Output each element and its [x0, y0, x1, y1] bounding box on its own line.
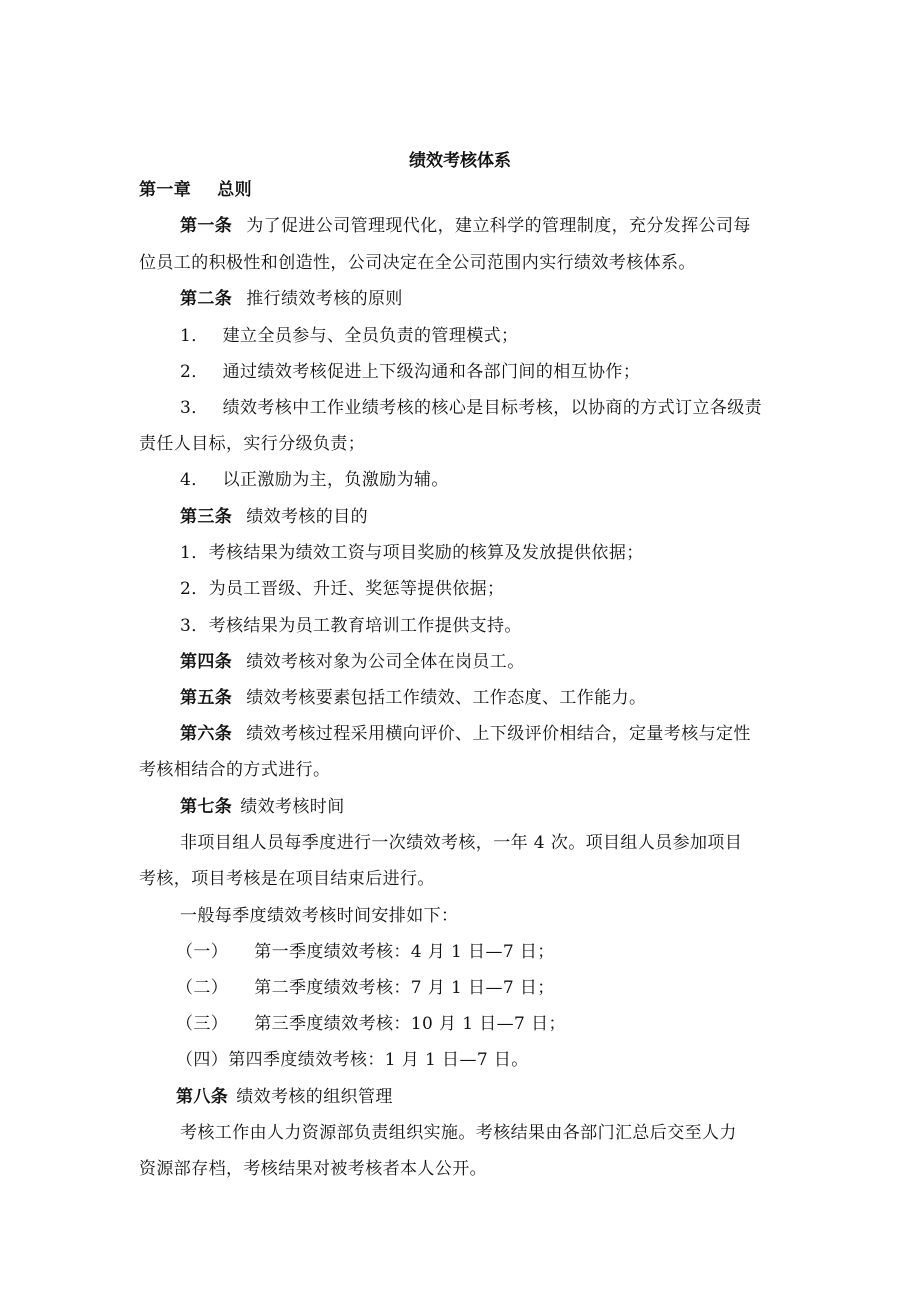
schedule-number: （二）: [176, 978, 229, 998]
article-1-cont: 位员工的积极性和创造性，公司决定在全公司范围内实行绩效考核体系。: [139, 253, 696, 273]
article-4: [180, 652, 525, 672]
article-text: 推行绩效考核的原则: [246, 289, 403, 309]
article-2: [180, 289, 403, 309]
schedule-text: 第一季度绩效考核：4 月 1 日—7 日；: [254, 942, 555, 962]
article-text: 绩效考核的目的: [246, 507, 369, 527]
list-item: 1．考核结果为绩效工资与项目奖励的核算及发放提供依据；: [180, 543, 644, 563]
list-number: 4．: [180, 470, 209, 490]
chapter-name: 总则: [217, 180, 253, 200]
article-label: 第二条: [180, 289, 233, 309]
schedule-text: 第二季度绩效考核：7 月 1 日—7 日；: [254, 978, 555, 998]
list-number: 1．: [180, 326, 209, 346]
list-text: 建立全员参与、全员负责的管理模式；: [222, 326, 519, 346]
list-item: [180, 470, 449, 490]
list-item: 3．考核结果为员工教育培训工作提供支持。: [180, 616, 522, 636]
paragraph: 非项目组人员每季度进行一次绩效考核，一年 4 次。项目组人员参加项目: [180, 833, 743, 853]
article-3: [180, 507, 368, 527]
schedule-number: （四）: [176, 1050, 229, 1070]
list-text: 通过绩效考核促进上下级沟通和各部门间的相互协作；: [222, 362, 641, 382]
schedule-item: [176, 1050, 529, 1070]
list-item: 2．为员工晋级、升迁、奖惩等提供依据；: [180, 579, 505, 599]
schedule-intro: 一般每季度绩效考核时间安排如下：: [180, 906, 459, 926]
document-title: 绩效考核体系: [409, 151, 511, 171]
article-6: [180, 724, 751, 744]
article-text: 绩效考核的组织管理: [236, 1087, 393, 1107]
article-6-cont: 考核相结合的方式进行。: [139, 760, 331, 780]
article-text: 绩效考核时间: [240, 797, 345, 817]
schedule-number: （一）: [176, 942, 229, 962]
list-number: 3．: [180, 398, 209, 418]
article-label: 第四条: [180, 652, 233, 672]
schedule-number: （三）: [176, 1014, 229, 1034]
schedule-item: [176, 978, 555, 998]
paragraph: 考核工作由人力资源部负责组织实施。考核结果由各部门汇总后交至人力: [180, 1123, 737, 1143]
chapter-label: 第一章: [139, 180, 192, 200]
article-8: [176, 1087, 393, 1107]
schedule-text: 第三季度绩效考核：10 月 1 日—7 日；: [254, 1014, 566, 1034]
schedule-item: [176, 1014, 566, 1034]
paragraph-cont: 资源部存档，考核结果对被考核者本人公开。: [139, 1159, 487, 1179]
paragraph-cont: 考核，项目考核是在项目结束后进行。: [139, 869, 435, 889]
article-text: 绩效考核要素包括工作绩效、工作态度、工作能力。: [246, 688, 647, 708]
schedule-item: [176, 942, 555, 962]
article-label: 第六条: [180, 724, 233, 744]
article-label: 第三条: [180, 507, 233, 527]
article-1: [180, 216, 751, 236]
list-text: 绩效考核中工作业绩考核的核心是目标考核，以协商的方式订立各级责: [222, 398, 763, 418]
article-text: 绩效考核过程采用横向评价、上下级评价相结合，定量考核与定性: [246, 724, 751, 744]
article-label: 第七条: [180, 797, 233, 817]
schedule-text: 第四季度绩效考核：1 月 1 日—7 日。: [228, 1050, 529, 1070]
list-text: 以正激励为主，负激励为辅。: [222, 470, 449, 490]
article-7: [180, 797, 345, 817]
article-label: 第一条: [180, 216, 233, 236]
list-item: [180, 326, 518, 346]
list-item: [180, 362, 640, 382]
article-label: 第八条: [176, 1087, 229, 1107]
list-item: [180, 398, 762, 418]
article-label: 第五条: [180, 688, 233, 708]
list-number: 2．: [180, 362, 209, 382]
article-text: 绩效考核对象为公司全体在岗员工。: [246, 652, 525, 672]
article-text: 为了促进公司管理现代化，建立科学的管理制度，充分发挥公司每: [246, 216, 751, 236]
chapter-heading: [139, 180, 252, 200]
article-5: [180, 688, 646, 708]
list-item-cont: 责任人目标，实行分级负责；: [139, 434, 366, 454]
